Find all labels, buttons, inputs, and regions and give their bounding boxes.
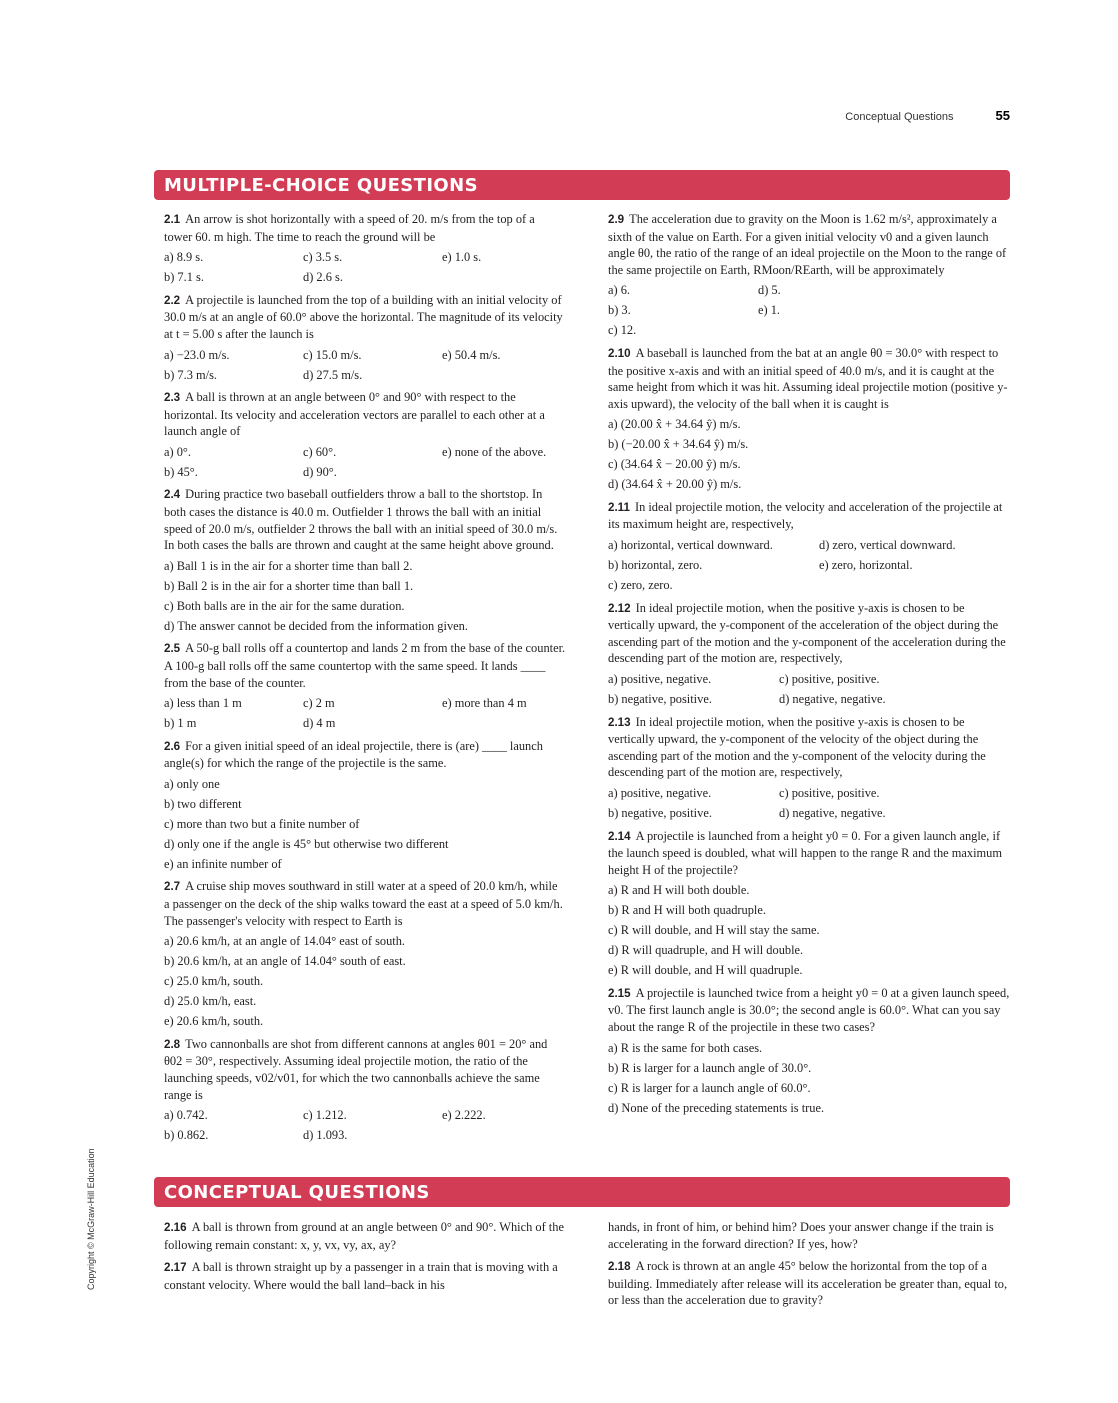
question-number: 2.3 xyxy=(164,391,181,405)
answer-option: a) positive, negative. xyxy=(608,671,712,686)
answer-option: d) negative, negative. xyxy=(779,691,886,706)
question-text: The acceleration due to gravity on the Moon is 1.62 m/s², approximately a sixth of the value on Earth. For a given initial velocity v0 and a given launch angle θ0, the ratio of the range of an ideal projectile on the Moon to the range of the same projectile on Earth, RMoon/REarth, will be approximately xyxy=(608,212,1007,277)
answer-option: c) 2 m xyxy=(303,696,335,711)
answer-options xyxy=(608,785,1010,822)
answer-option: b) 7.1 s. xyxy=(164,270,204,285)
question-number: 2.8 xyxy=(164,1037,181,1051)
answer-option: a) R and H will both double. xyxy=(608,883,750,898)
question-text: A cruise ship moves southward in still water at a speed of 20.0 km/h, while a passenger on the deck of the ship walks toward the east at a speed of 5.0 km/h. The passenger's velocity with respect to Earth is xyxy=(164,879,563,928)
answer-option: a) R is the same for both cases. xyxy=(608,1040,763,1055)
question-text: A baseball is launched from the bat at an angle θ0 = 30.0° with respect to the positive x-axis and with an initial speed of 40.0 m/s, and it is caught at the same height from which it was hit. Assuming ideal projectile motion (positive y-axis upward), the velocity of the ball when it is caught is xyxy=(608,345,1008,411)
answer-option: b) negative, positive. xyxy=(608,805,712,820)
cq-heading: CONCEPTUAL QUESTIONS xyxy=(154,1177,1010,1207)
question-text: In ideal projectile motion, when the positive y-axis is chosen to be vertically upward, the y-component of the velocity of the object during the ascending part of the motion and the y-component of the velocity during the descending part of the motion are, respectively, xyxy=(608,714,986,780)
answer-option: d) 1.093. xyxy=(303,1128,348,1143)
answer-option: e) more than 4 m xyxy=(442,696,527,711)
question-text: Two cannonballs are shot from different cannons at angles θ01 = 20° and θ02 = 30°, respectively. Assuming ideal projectile motion, the ratio of the launching speeds, v02/v01, for which the two cannonballs achieve the same range is xyxy=(164,1036,548,1102)
answer-option: b) 1 m xyxy=(164,716,197,731)
answer-option: d) 5. xyxy=(758,283,781,298)
question-text: A projectile is launched from the top of a building with an initial velocity of 30.0 m/s at an angle of 60.0° above the horizontal. The magnitude of its velocity at t = 5.00 s after the launch is xyxy=(164,292,563,341)
answer-option: a) 8.9 s. xyxy=(164,250,204,265)
question-2-1 xyxy=(164,211,566,286)
answer-options xyxy=(164,1107,566,1144)
question-number: 2.18 xyxy=(608,1260,631,1274)
question-number: 2.12 xyxy=(608,601,631,615)
answer-options xyxy=(608,882,1010,979)
answer-option: c) 60°. xyxy=(303,444,337,459)
cq-left-column xyxy=(164,1219,566,1299)
answer-option: c) 3.5 s. xyxy=(303,250,343,265)
answer-option: b) Ball 2 is in the air for a shorter time than ball 1. xyxy=(164,578,414,593)
answer-option: b) 3. xyxy=(608,303,631,318)
question-text: An arrow is shot horizontally with a speed of 20. m/s from the top of a tower 60. m high. The time to reach the ground will be xyxy=(164,212,535,244)
answer-options xyxy=(164,249,566,286)
answer-option: c) 15.0 m/s. xyxy=(303,347,362,362)
answer-option: a) horizontal, vertical downward. xyxy=(608,538,773,553)
question-2-6 xyxy=(164,738,566,873)
answer-option: d) (34.64 x̂ + 20.00 ŷ) m/s. xyxy=(608,477,742,492)
answer-option: c) 12. xyxy=(608,323,637,338)
question-number: 2.17 xyxy=(164,1261,187,1275)
question-number: 2.16 xyxy=(164,1221,187,1234)
question-text: In ideal projectile motion, when the positive y-axis is chosen to be vertically upward, the y-component of the acceleration of the object during the ascending part of the motion and the y-component of the acceleration during the descending part of the motion are, respectively, xyxy=(608,600,1006,666)
question-number: 2.4 xyxy=(164,488,181,502)
answer-option: a) (20.00 x̂ + 34.64 ŷ) m/s. xyxy=(608,417,741,432)
answer-option: c) (34.64 x̂ − 20.00 ŷ) m/s. xyxy=(608,457,741,472)
answer-option: d) only one if the angle is 45° but otherwise two different xyxy=(164,836,449,851)
question-2-5 xyxy=(164,640,566,731)
question-text: In ideal projectile motion, the velocity and acceleration of the projectile at its maximum height are, respectively, xyxy=(608,499,1003,532)
answer-options xyxy=(608,416,1010,493)
answer-option: d) 25.0 km/h, east. xyxy=(164,994,257,1009)
question-number: 2.2 xyxy=(164,293,181,307)
answer-options xyxy=(608,1040,1010,1117)
question-number: 2.1 xyxy=(164,213,181,226)
answer-option: e) R will double, and H will quadruple. xyxy=(608,963,803,978)
question-2-11 xyxy=(608,499,1010,594)
answer-option: d) None of the preceding statements is true. xyxy=(608,1100,825,1115)
answer-option: d) 2.6 s. xyxy=(303,270,343,285)
answer-option: c) zero, zero. xyxy=(608,578,673,593)
running-head-section: Conceptual Questions xyxy=(845,111,954,123)
answer-option: b) 0.862. xyxy=(164,1128,209,1143)
question-text: A ball is thrown from ground at an angle between 0° and 90°. Which of the following remain constant: x, y, vx, vy, ax, ay? xyxy=(164,1220,564,1252)
answer-option: b) 20.6 km/h, at an angle of 14.04° south of east. xyxy=(164,954,406,969)
question-text: For a given initial speed of an ideal projectile, there is (are) ____ launch angle(s) for which the range of the projectile is the same. xyxy=(164,738,543,771)
question-number: 2.9 xyxy=(608,213,625,226)
question-2-17 xyxy=(164,1259,566,1293)
question-2-9 xyxy=(608,211,1010,339)
answer-option: e) zero, horizontal. xyxy=(819,558,913,573)
answer-option: e) 20.6 km/h, south. xyxy=(164,1014,264,1029)
question-text: A projectile is launched twice from a height y0 = 0 at a given launch speed, v0. The first launch angle is 30.0°; the second angle is 60.0°. What can you say about the range R of the projectile in these two cases? xyxy=(608,985,1010,1035)
question-2-18 xyxy=(608,1258,1010,1309)
answer-option: c) positive, positive. xyxy=(779,671,880,686)
answer-options xyxy=(164,444,566,481)
answer-option: b) R and H will both quadruple. xyxy=(608,903,766,918)
answer-option: e) 1. xyxy=(758,303,781,318)
question-2-16 xyxy=(164,1219,566,1253)
answer-option: a) 0.742. xyxy=(164,1108,208,1123)
question-2-15 xyxy=(608,985,1010,1116)
answer-option: d) zero, vertical downward. xyxy=(819,538,956,553)
answer-option: c) Both balls are in the air for the same duration. xyxy=(164,598,405,613)
mcq-left-column xyxy=(164,211,566,1150)
question-number: 2.7 xyxy=(164,880,181,894)
answer-option: b) negative, positive. xyxy=(608,691,712,706)
answer-option: d) negative, negative. xyxy=(779,805,886,820)
answer-option: d) 27.5 m/s. xyxy=(303,367,363,382)
question-number: 2.11 xyxy=(608,500,630,514)
mcq-heading: MULTIPLE-CHOICE QUESTIONS xyxy=(154,170,1010,200)
question-2-3 xyxy=(164,389,566,480)
answer-option: a) positive, negative. xyxy=(608,785,712,800)
mcq-right-column xyxy=(608,211,1010,1122)
answer-option: b) 7.3 m/s. xyxy=(164,367,218,382)
answer-option: e) 2.222. xyxy=(442,1108,486,1123)
question-number: 2.15 xyxy=(608,986,631,1000)
running-head xyxy=(845,108,1010,123)
answer-options xyxy=(608,537,1010,594)
answer-option: c) R will double, and H will stay the same. xyxy=(608,923,820,938)
question-2-4 xyxy=(164,486,566,634)
answer-options xyxy=(164,695,566,732)
answer-option: b) two different xyxy=(164,796,242,811)
question-2-8 xyxy=(164,1036,566,1144)
question-number: 2.5 xyxy=(164,642,181,656)
question-2-2 xyxy=(164,292,566,383)
copyright-notice: Copyright © McGraw-Hill Education xyxy=(86,1148,96,1290)
answer-option: e) none of the above. xyxy=(442,444,547,459)
question-number: 2.10 xyxy=(608,346,631,360)
question-text: hands, in front of him, or behind him? Does your answer change if the train is accelerating in the forward direction? If yes, how? xyxy=(608,1220,994,1251)
answer-options xyxy=(164,558,566,635)
answer-option: d) The answer cannot be decided from the information given. xyxy=(164,618,468,633)
question-2-17-continued xyxy=(608,1219,1010,1252)
answer-option: d) 4 m xyxy=(303,716,336,731)
answer-option: d) R will quadruple, and H will double. xyxy=(608,943,804,958)
cq-right-column xyxy=(608,1219,1010,1315)
answer-option: e) an infinite number of xyxy=(164,856,282,871)
answer-option: c) 1.212. xyxy=(303,1108,347,1123)
answer-option: c) R is larger for a launch angle of 60.0°. xyxy=(608,1080,811,1095)
answer-option: b) 45°. xyxy=(164,464,198,479)
answer-option: c) positive, positive. xyxy=(779,785,880,800)
answer-options xyxy=(608,671,1010,708)
question-2-7 xyxy=(164,878,566,1029)
answer-option: e) 1.0 s. xyxy=(442,250,482,265)
answer-option: a) 6. xyxy=(608,283,631,298)
answer-option: a) 0°. xyxy=(164,444,191,459)
answer-options xyxy=(164,776,566,873)
question-text: A ball is thrown straight up by a passenger in a train that is moving with a constant velocity. Where would the ball land–back in his xyxy=(164,1260,558,1292)
answer-option: a) less than 1 m xyxy=(164,696,242,711)
question-2-14 xyxy=(608,828,1010,979)
answer-option: e) 50.4 m/s. xyxy=(442,347,501,362)
question-2-13 xyxy=(608,714,1010,822)
question-number: 2.13 xyxy=(608,715,631,729)
question-text: A 50-g ball rolls off a countertop and lands 2 m from the base of the counter. A 100-g ball rolls off the same countertop with the same speed. It lands ____ from the base of the counter. xyxy=(164,641,566,690)
answer-option: b) R is larger for a launch angle of 30.0°. xyxy=(608,1060,812,1075)
answer-option: a) 20.6 km/h, at an angle of 14.04° east of south. xyxy=(164,934,406,949)
answer-option: c) more than two but a finite number of xyxy=(164,816,360,831)
question-2-10 xyxy=(608,345,1010,493)
answer-option: a) only one xyxy=(164,776,220,791)
answer-option: d) 90°. xyxy=(303,464,337,479)
answer-option: c) 25.0 km/h, south. xyxy=(164,974,264,989)
answer-option: b) (−20.00 x̂ + 34.64 ŷ) m/s. xyxy=(608,437,749,452)
question-text: During practice two baseball outfielders throw a ball to the shortstop. In both cases the distance is 40.0 m. Outfielder 1 throws the ball with an initial speed of 20.0 m/s, outfielder 2 throws the ball with an initial speed of 30.0 m/s. In both cases the balls are thrown and caught at the same height above ground. xyxy=(164,487,558,553)
answer-options xyxy=(164,933,566,1030)
question-2-12 xyxy=(608,600,1010,708)
answer-option: b) horizontal, zero. xyxy=(608,558,703,573)
question-number: 2.6 xyxy=(164,739,181,753)
answer-options xyxy=(608,282,1010,339)
question-text: A ball is thrown at an angle between 0° and 90° with respect to the horizontal. Its velocity and acceleration vectors are parallel to each other at a launch angle of xyxy=(164,390,545,439)
question-text: A rock is thrown at an angle 45° below the horizontal from the top of a building. Immediately after release will its acceleration be greater than, equal to, or less than the acceleration due to gravity? xyxy=(608,1259,1008,1308)
page-number: 55 xyxy=(995,108,1010,123)
answer-option: a) Ball 1 is in the air for a shorter time than ball 2. xyxy=(164,558,413,573)
answer-options xyxy=(164,347,566,384)
question-text: A projectile is launched from a height y0 = 0. For a given launch angle, if the launch speed is doubled, what will happen to the range R and the maximum height H of the projectile? xyxy=(608,828,1002,877)
answer-option: a) −23.0 m/s. xyxy=(164,347,230,362)
question-number: 2.14 xyxy=(608,829,631,843)
